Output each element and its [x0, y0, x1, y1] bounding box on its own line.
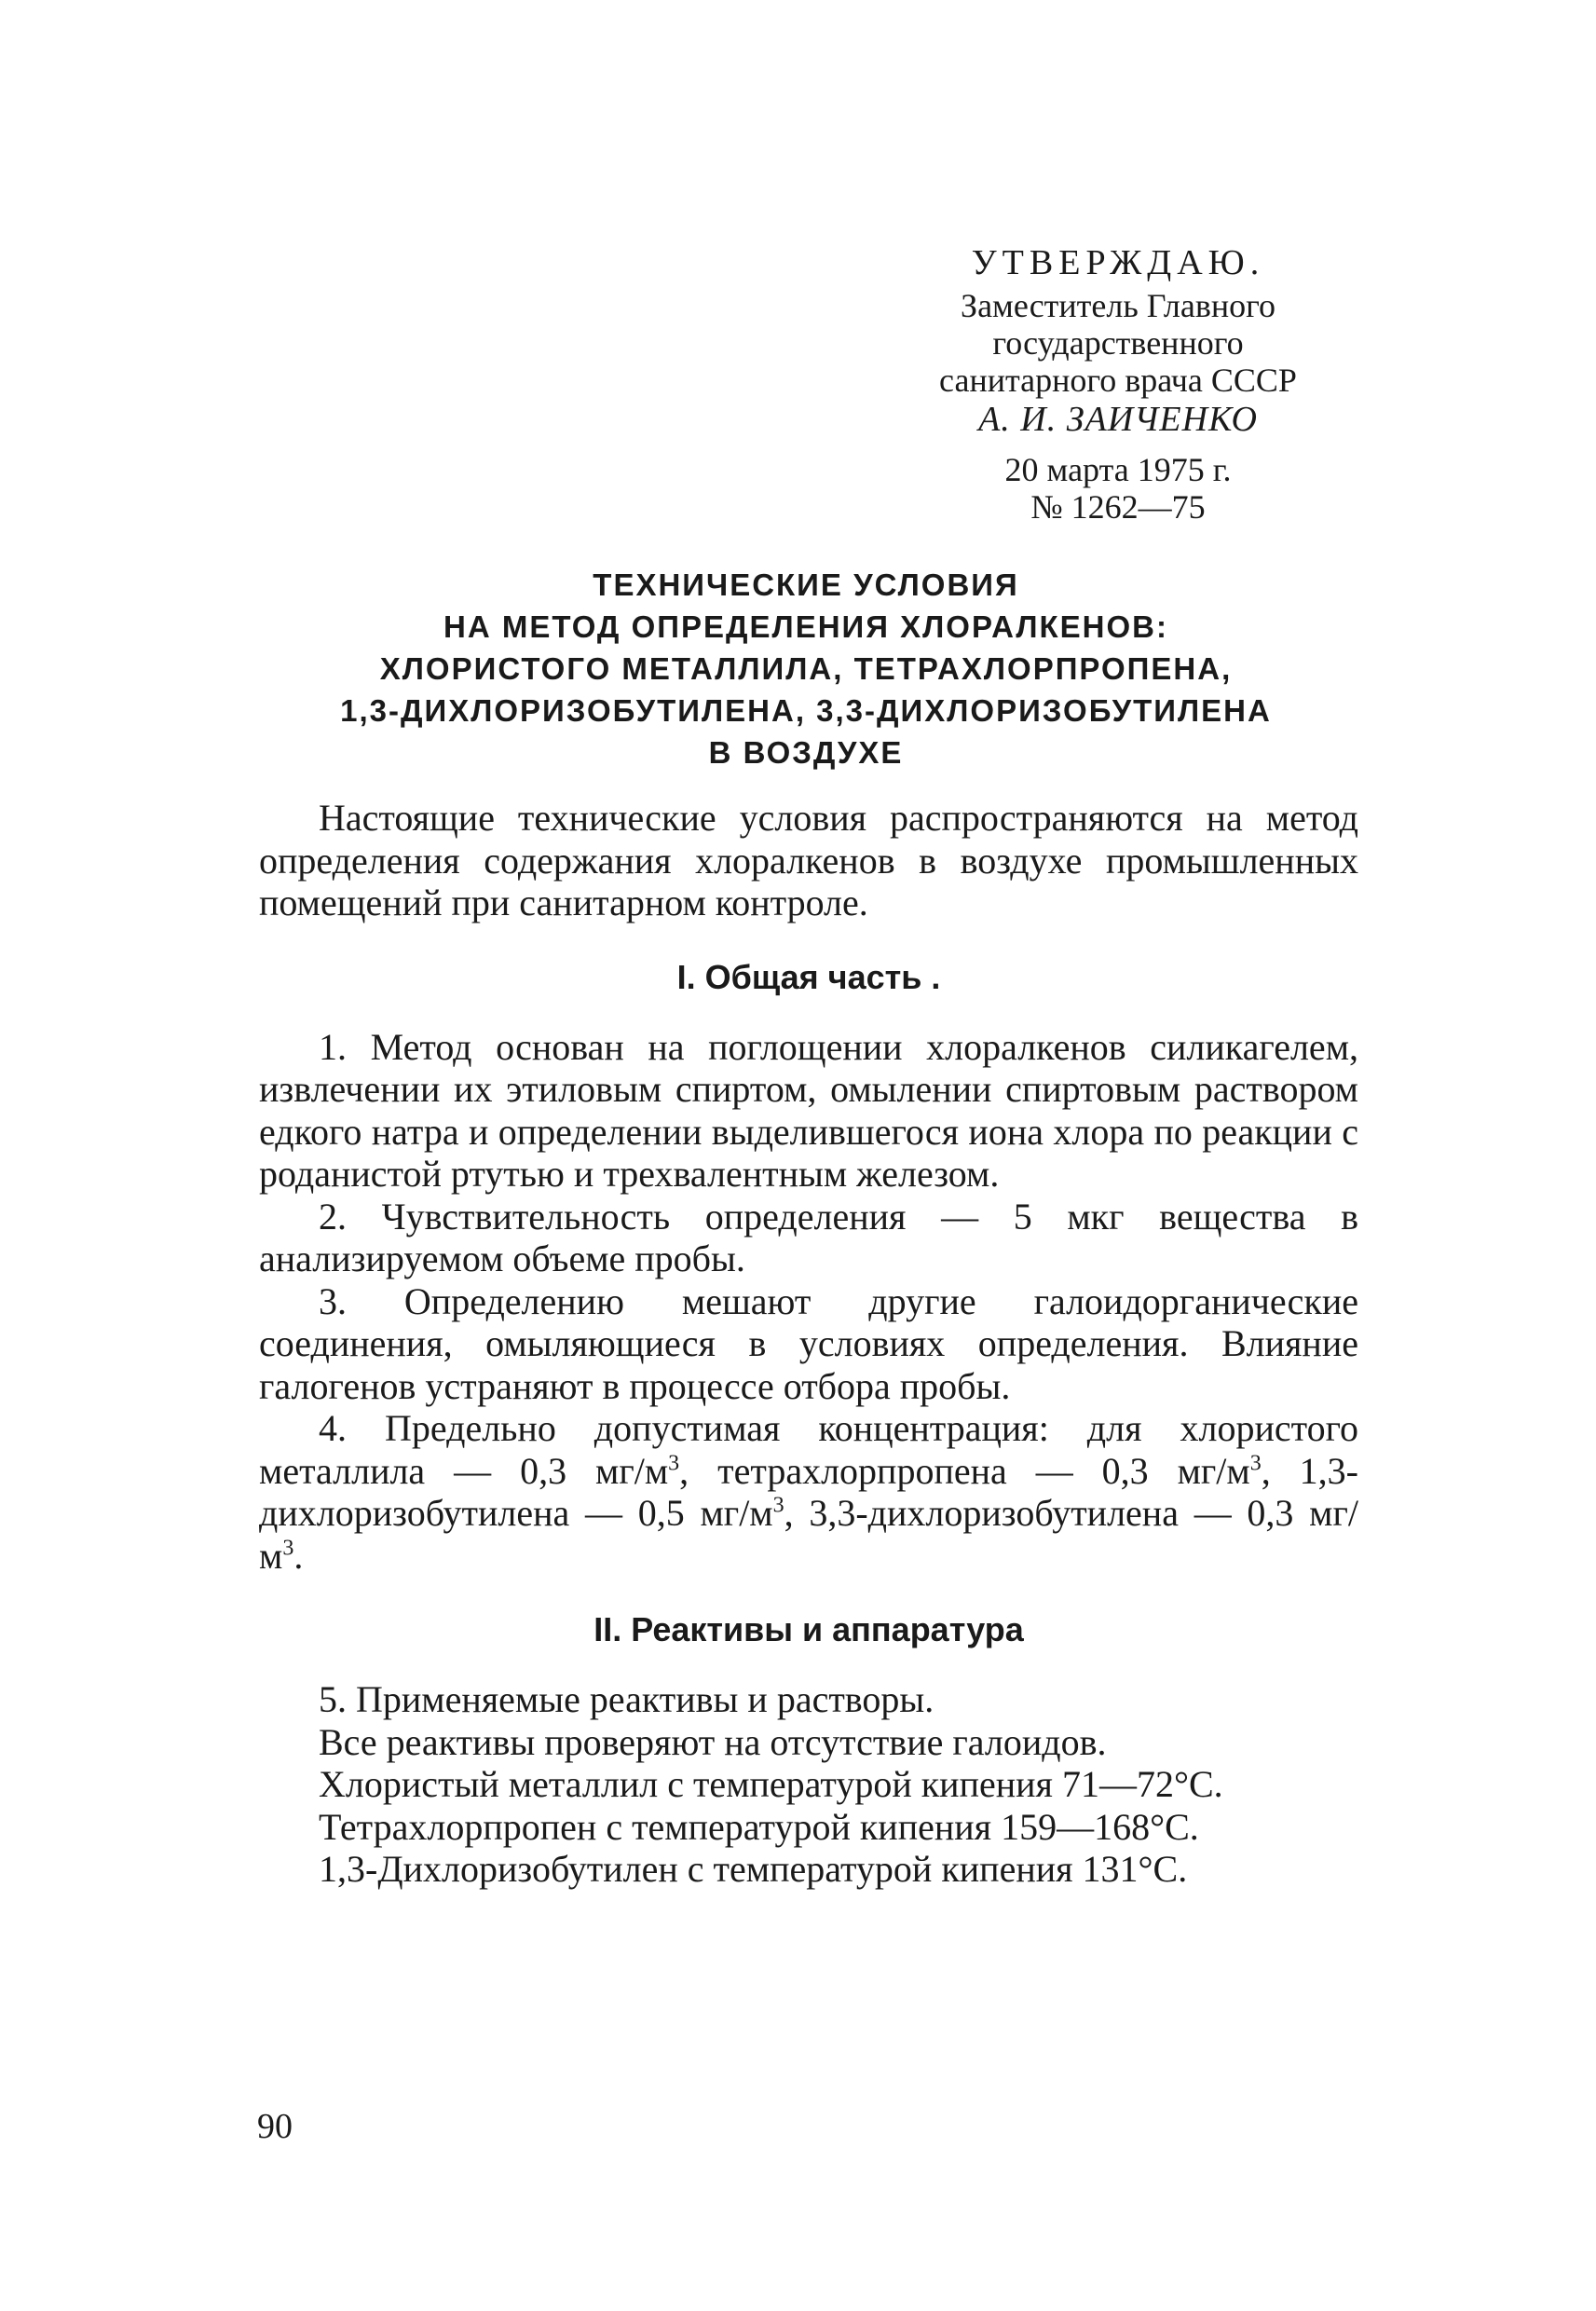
paragraph-4-part-c: , 1,3-дихлоризобутилена — 0,5 мг/м — [259, 1449, 1358, 1534]
paragraph-1: 1. Метод основан на поглощении хлоралкенов силикагелем, извлечении их этиловым спиртом, омылении спиртовым раствором едкого натра и определении выделившегося иона хлора по реакции с роданистой ртутью и трехвалентным железом. — [259, 1025, 1358, 1195]
paragraph-2: 2. Чувствительность определения — 5 мкг вещества в анализируемом объеме пробы. — [259, 1195, 1358, 1279]
superscript-3: 3 — [668, 1451, 680, 1476]
paragraph-4-part-a: 4. Предельно допустимая концентрация: для хлористого металлила — 0,3 мг/м — [259, 1407, 1358, 1492]
paragraph-methallyl-chloride: Хлористый металлил с температурой кипения 71—72°С. — [319, 1763, 1223, 1805]
section-2-heading: II. Реактивы и аппаратура — [593, 1610, 1024, 1648]
approval-signer: А. И. ЗАИЧЕНКО — [978, 400, 1258, 439]
page-number: 90 — [257, 2107, 293, 2146]
title-line: В ВОЗДУХЕ — [708, 735, 904, 770]
paragraph-4 — [259, 1407, 1358, 1577]
approval-date: 20 марта 1975 г. — [1004, 451, 1232, 488]
approval-position-line: санитарного врача СССР — [939, 362, 1297, 399]
paragraph-5: 5. Применяемые реактивы и растворы. — [319, 1678, 934, 1720]
paragraph-4-part-d: , 3,3-дихлоризобутилена — 0,3 мг/м — [259, 1492, 1358, 1577]
paragraph-reagents-check: Все реактивы проверяют на отсутствие галоидов. — [319, 1720, 1107, 1763]
title-line: 1,3-ДИХЛОРИЗОБУТИЛЕНА, 3,3-ДИХЛОРИЗОБУТИЛЕНА — [340, 693, 1272, 728]
approval-position-line: государственного — [992, 324, 1244, 362]
approval-block — [866, 244, 1370, 526]
title-line: ТЕХНИЧЕСКИЕ УСЛОВИЯ — [593, 567, 1019, 602]
approval-number: № 1262—75 — [1030, 488, 1206, 526]
paragraph-4-part-b: , тетрахлорпропена — 0,3 мг/м — [679, 1449, 1250, 1492]
title-line: ХЛОРИСТОГО МЕТАЛЛИЛА, ТЕТРАХЛОРПРОПЕНА, — [379, 651, 1233, 686]
superscript-3: 3 — [1249, 1451, 1262, 1476]
document-body — [259, 797, 1358, 1891]
approval-position-line: Заместитель Главного — [961, 287, 1275, 324]
paragraph-dichloroisobutylene: 1,3-Дихлоризобутилен с температурой кипения 131°С. — [319, 1848, 1188, 1890]
section-1-heading: I. Общая часть . — [676, 957, 941, 996]
document-title — [242, 564, 1370, 773]
superscript-3: 3 — [282, 1536, 294, 1561]
paragraph-3: 3. Определению мешают другие галоидорганические соединения, омыляющиеся в условиях определения. Влияние галогенов устраняют в процессе отбора пробы. — [259, 1279, 1358, 1407]
intro-paragraph: Настоящие технические условия распространяются на метод определения содержания хлоралкенов в воздухе промышленных помещений при санитарном контроле. — [259, 797, 1358, 923]
paragraph-4-part-e: . — [293, 1534, 304, 1577]
superscript-3: 3 — [772, 1493, 784, 1518]
title-line: НА МЕТОД ОПРЕДЕЛЕНИЯ ХЛОРАЛКЕНОВ: — [443, 609, 1168, 644]
paragraph-tetrachloropropene: Тетрахлорпропен с температурой кипения 159—168°С. — [319, 1805, 1199, 1848]
approval-heading: УТВЕРЖДАЮ. — [971, 243, 1265, 282]
